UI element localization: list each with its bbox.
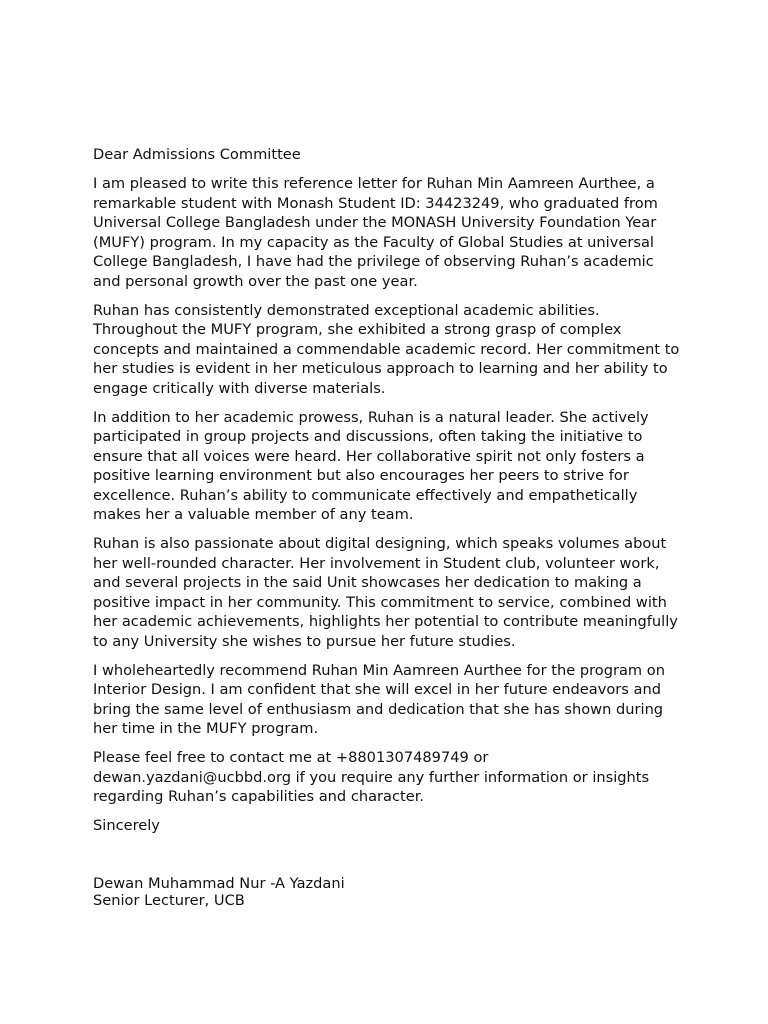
signature-block bbox=[93, 875, 683, 909]
salutation: Dear Admissions Committee bbox=[93, 146, 301, 163]
signature-name: Dewan Muhammad Nur -A Yazdani bbox=[93, 874, 345, 892]
paragraph-leadership: In addition to her academic prowess, Ruhan is a natural leader. She actively participated in group projects and discussions, often taking the initiative to ensure that all voices were heard. Her collaborative spirit not only fosters a positive learning environment but also encourages her peers to strive for excellence. Ruhan’s ability to communicate effectively and empathetically makes her a valuable member of any team. bbox=[93, 408, 649, 523]
paragraph-introduction: I am pleased to write this reference letter for Ruhan Min Aamreen Aurthee, a remarkable student with Monash Student ID: 34423249, who graduated from Universal College Bangladesh under the MONASH University Foundation Year (MUFY) program. In my capacity as the Faculty of Global Studies at universal College Bangladesh, I have had the privilege of observing Ruhan’s academic and personal growth over the past one year. bbox=[93, 175, 658, 290]
signature-title: Senior Lecturer, UCB bbox=[93, 891, 245, 909]
reference-letter bbox=[93, 145, 683, 909]
paragraph-recommendation: I wholeheartedly recommend Ruhan Min Aamreen Aurthee for the program on Interior Design. I am confident that she will excel in her future endeavors and bring the same level of enthusiasm and dedication that she has shown during her time in the MUFY program. bbox=[93, 661, 665, 737]
closing: Sincerely bbox=[93, 817, 160, 834]
paragraph-contact: Please feel free to contact me at +8801307489749 or dewan.yazdani@ucbbd.org if you require any further information or insights regarding Ruhan’s capabilities and character. bbox=[93, 749, 650, 805]
paragraph-digital-design: Ruhan is also passionate about digital designing, which speaks volumes about her well-rounded character. Her involvement in Student club, volunteer work, and several projects in the said Unit showcases her dedication to making a positive impact in her community. This commitment to service, combined with her academic achievements, highlights her potential to contribute meaningfully to any University she wishes to pursue her future studies. bbox=[93, 535, 678, 650]
paragraph-academic-abilities: Ruhan has consistently demonstrated exceptional academic abilities. Throughout the MUFY program, she exhibited a strong grasp of complex concepts and maintained a commendable academic record. Her commitment to her studies is evident in her meticulous approach to learning and her ability to engage critically with diverse materials. bbox=[93, 301, 680, 397]
